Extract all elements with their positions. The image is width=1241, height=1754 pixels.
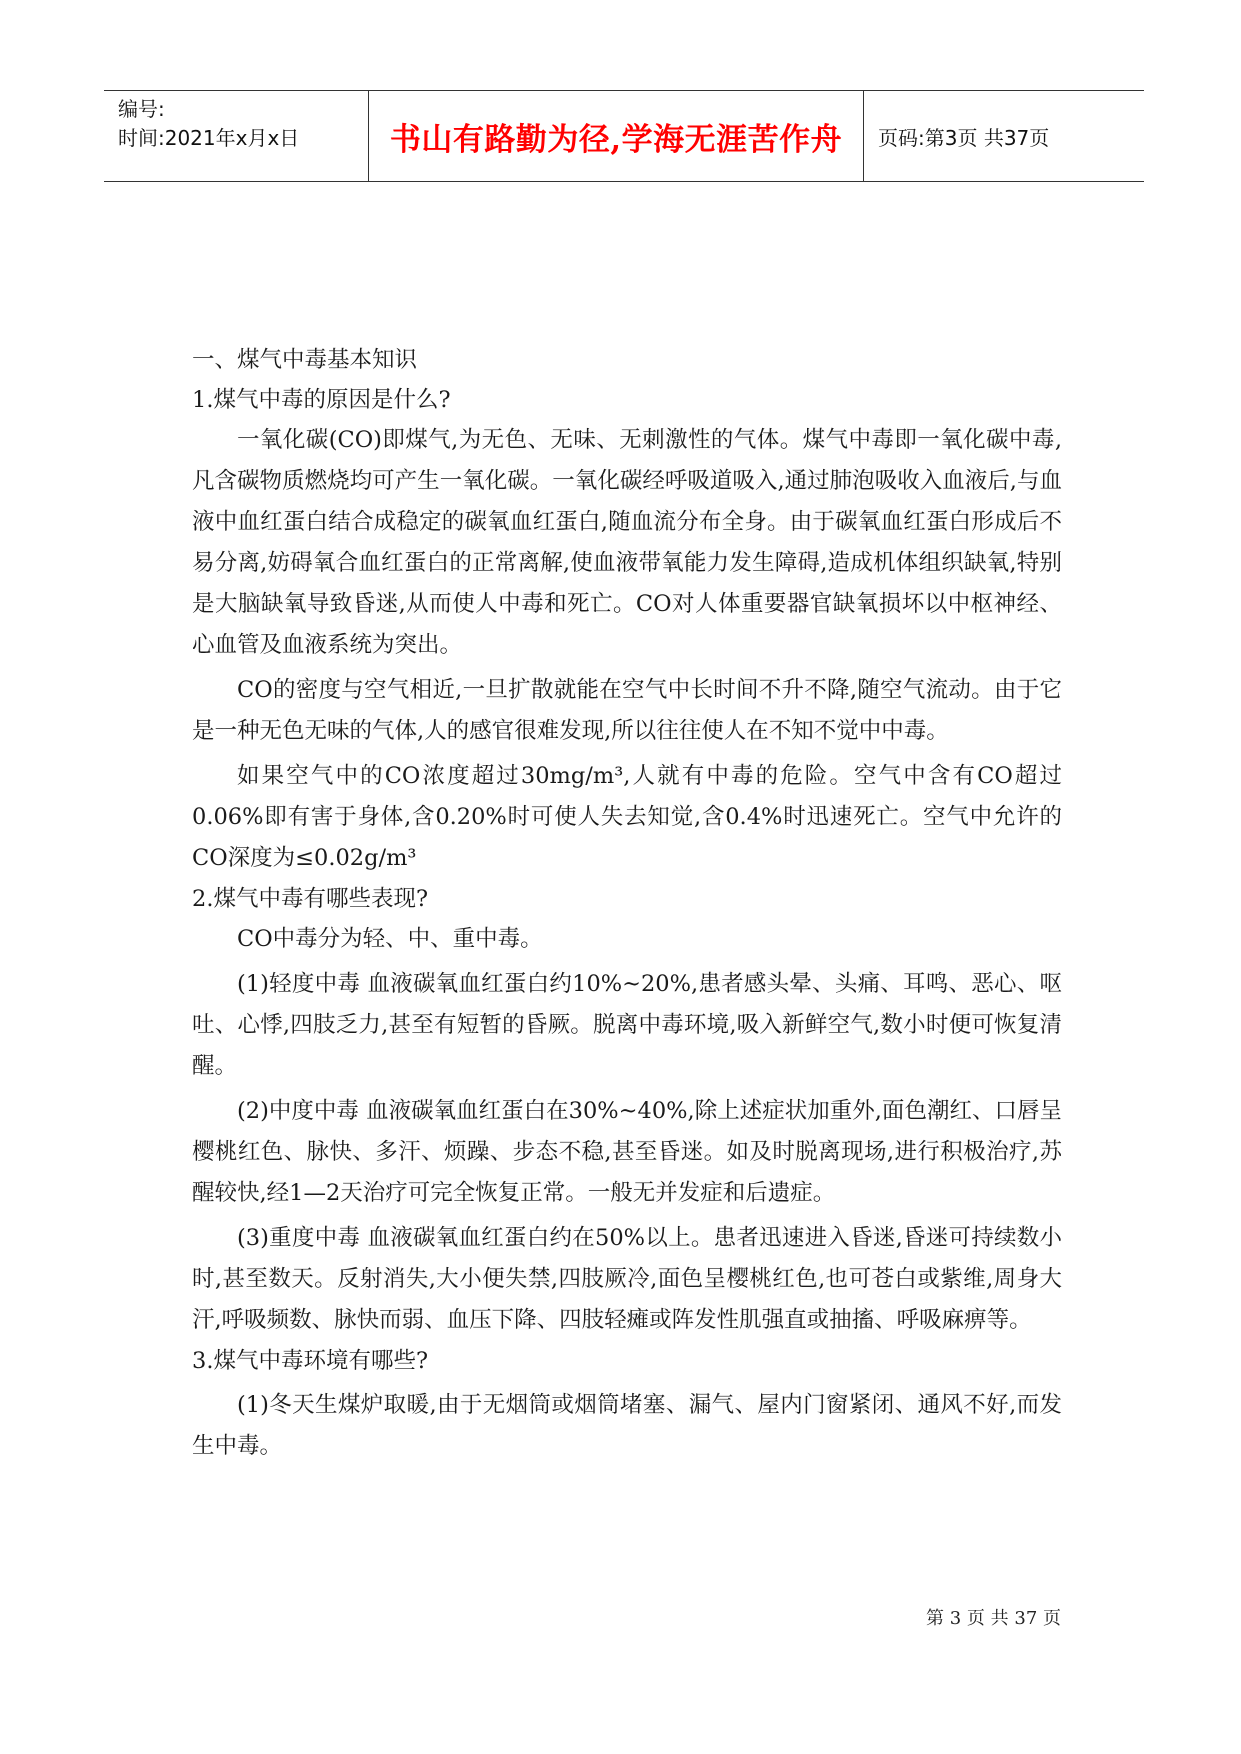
page-footer: 第 3 页 共 37 页 xyxy=(926,1608,1061,1629)
section-title: 一、煤气中毒基本知识 xyxy=(192,347,418,373)
q1-paragraph-2: CO的密度与空气相近,一旦扩散就能在空气中长时间不升不降,随空气流动。由于它是一种无色无味的气体,人的感官很难发现,所以往往使人在不知不觉中中毒。 xyxy=(192,677,1062,744)
header-motto-cell xyxy=(369,91,864,181)
header-page-cell xyxy=(864,91,1144,181)
document-body xyxy=(192,340,1062,1467)
question-1-heading: 1.煤气中毒的原因是什么? xyxy=(192,387,451,413)
document-number-label: 编号: xyxy=(118,97,165,121)
question-3-heading: 3.煤气中毒环境有哪些? xyxy=(192,1348,429,1374)
q3-paragraph-1: (1)冬天生煤炉取暖,由于无烟筒或烟筒堵塞、漏气、屋内门窗紧闭、通风不好,而发生中毒。 xyxy=(192,1392,1062,1459)
q2-paragraph-mild: (1)轻度中毒 血液碳氧血红蛋白约10%~20%,患者感头晕、头痛、耳鸣、恶心、呕吐、心悸,四肢乏力,甚至有短暂的昏厥。脱离中毒环境,吸入新鲜空气,数小时便可恢复清醒。 xyxy=(192,971,1062,1079)
q1-paragraph-1: 一氧化碳(CO)即煤气,为无色、无味、无刺激性的气体。煤气中毒即一氧化碳中毒,凡含碳物质燃烧均可产生一氧化碳。一氧化碳经呼吸道吸入,通过肺泡吸收入血液后,与血液中血红蛋白结合成稳定的碳氧血红蛋白,随血流分布全身。由于碳氧血红蛋白形成后不易分离,妨碍氧合血红蛋白的正常离解,使血液带氧能力发生障碍,造成机体组织缺氧,特别是大脑缺氧导致昏迷,从而使人中毒和死亡。CO对人体重要器官缺氧损坏以中枢神经、心血管及血液系统为突出。 xyxy=(192,427,1062,658)
question-2-heading: 2.煤气中毒有哪些表现? xyxy=(192,886,429,912)
header-motto: 书山有路勤为径,学海无涯苦作舟 xyxy=(389,121,843,158)
document-date: 时间:2021年x月x日 xyxy=(118,126,300,150)
q1-paragraph-3: 如果空气中的CO浓度超过30mg/m³,人就有中毒的危险。空气中含有CO超过0.06%即有害于身体,含0.20%时可使人失去知觉,含0.4%时迅速死亡。空气中允许的CO深度为≤0.02g/m³ xyxy=(192,763,1062,871)
header-page-info: 页码:第3页 共37页 xyxy=(878,125,1050,150)
q2-paragraph-severe: (3)重度中毒 血液碳氧血红蛋白约在50%以上。患者迅速进入昏迷,昏迷可持续数小时,甚至数天。反射消失,大小便失禁,四肢厥冷,面色呈樱桃红色,也可苍白或紫维,周身大汗,呼吸频数、脉快而弱、血压下降、四肢轻瘫或阵发性肌强直或抽搐、呼吸麻痹等。 xyxy=(192,1225,1062,1333)
header-meta-cell xyxy=(104,91,369,181)
header-table xyxy=(104,90,1144,182)
q2-intro: CO中毒分为轻、中、重中毒。 xyxy=(237,926,543,952)
q2-paragraph-moderate: (2)中度中毒 血液碳氧血红蛋白在30%~40%,除上述症状加重外,面色潮红、口唇呈樱桃红色、脉快、多汗、烦躁、步态不稳,甚至昏迷。如及时脱离现场,进行积极治疗,苏醒较快,经1—2天治疗可完全恢复正常。一般无并发症和后遗症。 xyxy=(192,1098,1062,1206)
